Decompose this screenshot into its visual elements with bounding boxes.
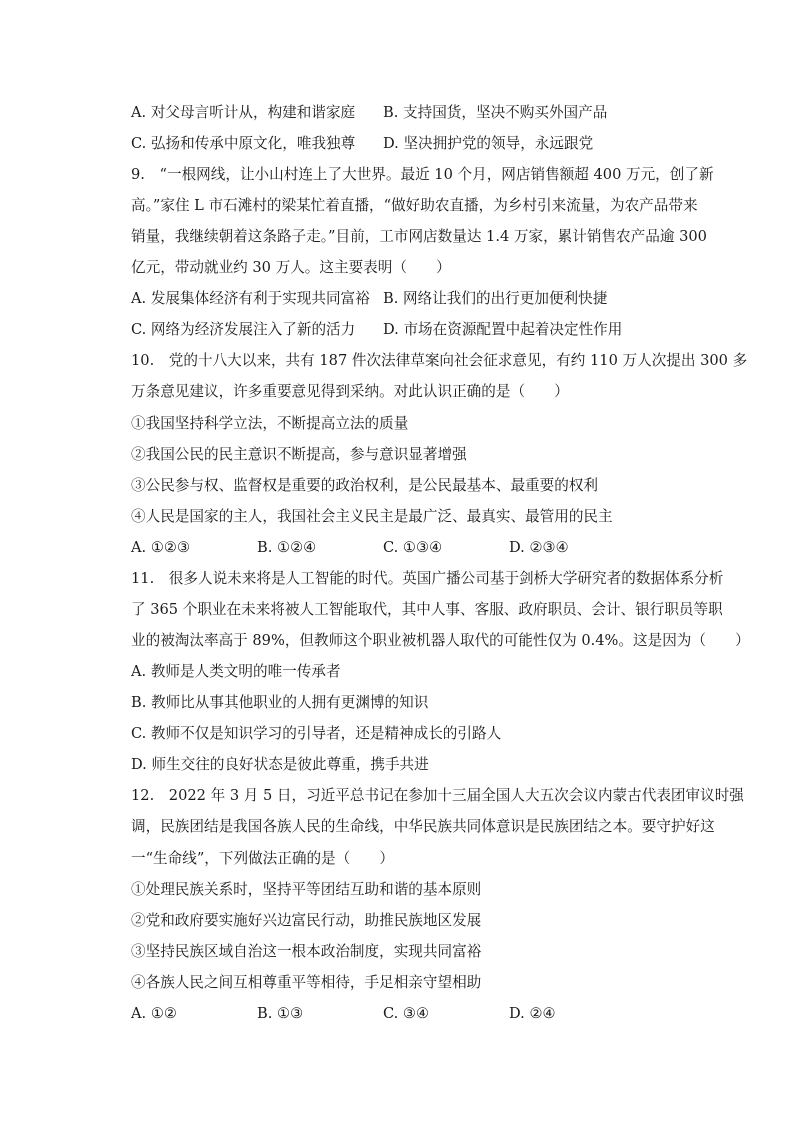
q8-option-c: C. 弘扬和传承中原文化，唯我独尊 — [131, 135, 356, 152]
q10-option-a: A. ①②③ — [131, 539, 191, 556]
q9-stem-line: 销量，我继续朝着这条路子走。”目前，工市网店数量达 1.4 万家，累计销售农产品逾 300 — [131, 228, 707, 245]
q11-stem-line: 业的被淘汰率高于 89%，但教师这个职业被机器人取代的可能性仅为 0.4%。这是因为（ ） — [131, 632, 750, 649]
q11-option-d: D. 师生交往的良好状态是彼此尊重，携手共进 — [131, 756, 429, 773]
q8-option-d: D. 坚决拥护党的领导，永远跟党 — [383, 135, 594, 152]
q10-stem-line: 10. 党的十八大以来，共有 187 件次法律草案向社会征求意见，有约 110 万人次提出 300 多 — [131, 352, 748, 369]
q9-option-c: C. 网络为经济发展注入了新的活力 — [131, 321, 356, 338]
q12-statement-3: ③坚持民族区域自治这一根本政治制度，实现共同富裕 — [131, 943, 482, 960]
q9-option-a: A. 发展集体经济有利于实现共同富裕 — [131, 290, 370, 307]
q12-option-d: D. ②④ — [509, 1005, 556, 1022]
q9-stem-line: 9. “一根网线，让小山村连上了大世界。最近 10 个月，网店销售额超 400 万元，创了新 — [131, 166, 714, 183]
q11-option-c: C. 教师不仅是知识学习的引导者，还是精神成长的引路人 — [131, 725, 502, 742]
q9-option-d: D. 市场在资源配置中起着决定性作用 — [383, 321, 623, 338]
q12-stem-line: 12. 2022 年 3 月 5 日，习近平总书记在参加十三届全国人大五次会议内蒙古代表团审议时强 — [131, 787, 744, 804]
q10-statement-2: ②我国公民的民主意识不断提高，参与意识显著增强 — [131, 446, 467, 463]
q11-option-a: A. 教师是人类文明的唯一传承者 — [131, 663, 341, 680]
q10-option-d: D. ②③④ — [509, 539, 569, 556]
q9-option-b: B. 网络让我们的出行更加便利快捷 — [383, 290, 608, 307]
q9-stem-line: 亿元，带动就业约 30 万人。这主要表明（ ） — [131, 259, 451, 276]
q10-option-c: C. ①③④ — [383, 539, 443, 556]
q11-stem-line: 了 365 个职业在未来将被人工智能取代，其中人事、客服、政府职员、会计、银行职员等职 — [131, 601, 723, 618]
q12-statement-1: ①处理民族关系时，坚持平等团结互助和谐的基本原则 — [131, 881, 482, 898]
q10-statement-3: ③公民参与权、监督权是重要的政治权利，是公民最基本、最重要的权利 — [131, 477, 599, 494]
q11-option-b: B. 教师比从事其他职业的人拥有更渊博的知识 — [131, 694, 429, 711]
q12-statement-2: ②党和政府要实施好兴边富民行动，助推民族地区发展 — [131, 912, 482, 929]
q11-stem-line: 11. 很多人说未来将是人工智能的时代。英国广播公司基于剑桥大学研究者的数据体系分析 — [131, 570, 724, 587]
q12-stem-line: 调，民族团结是我国各族人民的生命线，中华民族共同体意识是民族团结之本。要守护好这 — [131, 818, 715, 835]
q10-option-b: B. ①②④ — [257, 539, 317, 556]
q9-stem-line: 高。”家住 L 市石滩村的梁某忙着直播，“做好助农直播，为乡村引来流量，为农产品带来 — [131, 197, 698, 214]
q8-option-b: B. 支持国货，坚决不购买外国产品 — [383, 104, 608, 121]
q10-statement-1: ①我国坚持科学立法，不断提高立法的质量 — [131, 415, 409, 432]
q10-statement-4: ④人民是国家的主人，我国社会主义民主是最广泛、最真实、最管用的民主 — [131, 508, 613, 525]
q8-option-a: A. 对父母言听计从，构建和谐家庭 — [131, 104, 356, 121]
q12-stem-line: 一“生命线”，下列做法正确的是（ ） — [131, 850, 395, 867]
q10-stem-line: 万条意见建议，许多重要意见得到采纳。对此认识正确的是（ ） — [131, 383, 569, 400]
q12-option-b: B. ①③ — [257, 1005, 304, 1022]
q12-option-c: C. ③④ — [383, 1005, 430, 1022]
q12-statement-4: ④各族人民之间互相尊重平等相待，手足相亲守望相助 — [131, 974, 482, 991]
q12-option-a: A. ①② — [131, 1005, 177, 1022]
